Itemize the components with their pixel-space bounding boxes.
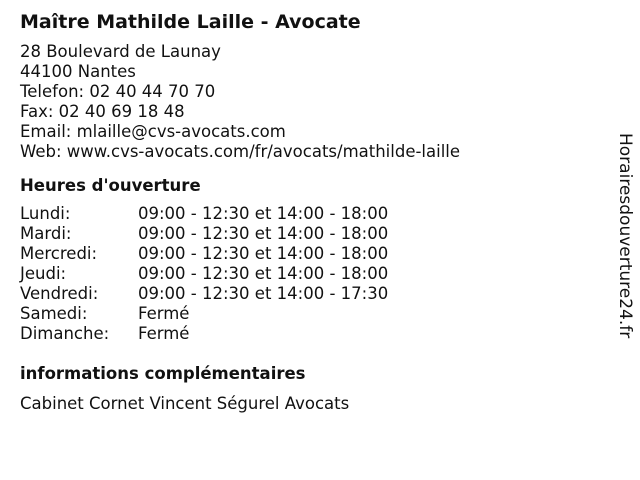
hours-day: Vendredi:: [20, 284, 99, 303]
additional-info-text: Cabinet Cornet Vincent Ségurel Avocats: [20, 394, 350, 413]
hours-day: Jeudi:: [20, 264, 67, 283]
address-street: 28 Boulevard de Launay: [20, 42, 221, 61]
hours-time: Fermé: [138, 324, 190, 343]
hours-day: Lundi:: [20, 204, 71, 223]
business-card: [20, 10, 600, 414]
hours-day: Dimanche:: [20, 324, 110, 343]
fax-number: Fax: 02 40 69 18 48: [20, 102, 185, 121]
hours-row-saturday: [20, 304, 600, 324]
hours-row-wednesday: [20, 244, 600, 264]
hours-day: Samedi:: [20, 304, 88, 323]
hours-time: 09:00 - 12:30 et 14:00 - 18:00: [138, 244, 389, 263]
page-title: Maître Mathilde Laille - Avocate: [20, 11, 361, 33]
hours-row-thursday: [20, 264, 600, 284]
hours-day: Mercredi:: [20, 244, 98, 263]
hours-time: 09:00 - 12:30 et 14:00 - 17:30: [138, 284, 389, 303]
additional-info-heading: informations complémentaires: [20, 364, 306, 383]
site-watermark: Horairesdouverture24.fr: [615, 133, 635, 339]
email-address: Email: mlaille@cvs-avocats.com: [20, 122, 286, 141]
hours-row-friday: [20, 284, 600, 304]
hours-row-tuesday: [20, 224, 600, 244]
hours-row-monday: [20, 204, 600, 224]
hours-time: 09:00 - 12:30 et 14:00 - 18:00: [138, 264, 389, 283]
hours-day: Mardi:: [20, 224, 72, 243]
contact-block: [20, 42, 600, 162]
hours-row-sunday: [20, 324, 600, 344]
opening-hours-heading: Heures d'ouverture: [20, 176, 201, 195]
hours-time: Fermé: [138, 304, 190, 323]
website-address: Web: www.cvs-avocats.com/fr/avocats/mathilde-laille: [20, 142, 461, 161]
address-city: 44100 Nantes: [20, 62, 136, 81]
opening-hours-table: [20, 204, 600, 344]
hours-time: 09:00 - 12:30 et 14:00 - 18:00: [138, 204, 389, 223]
phone-number: Telefon: 02 40 44 70 70: [20, 82, 216, 101]
hours-time: 09:00 - 12:30 et 14:00 - 18:00: [138, 224, 389, 243]
